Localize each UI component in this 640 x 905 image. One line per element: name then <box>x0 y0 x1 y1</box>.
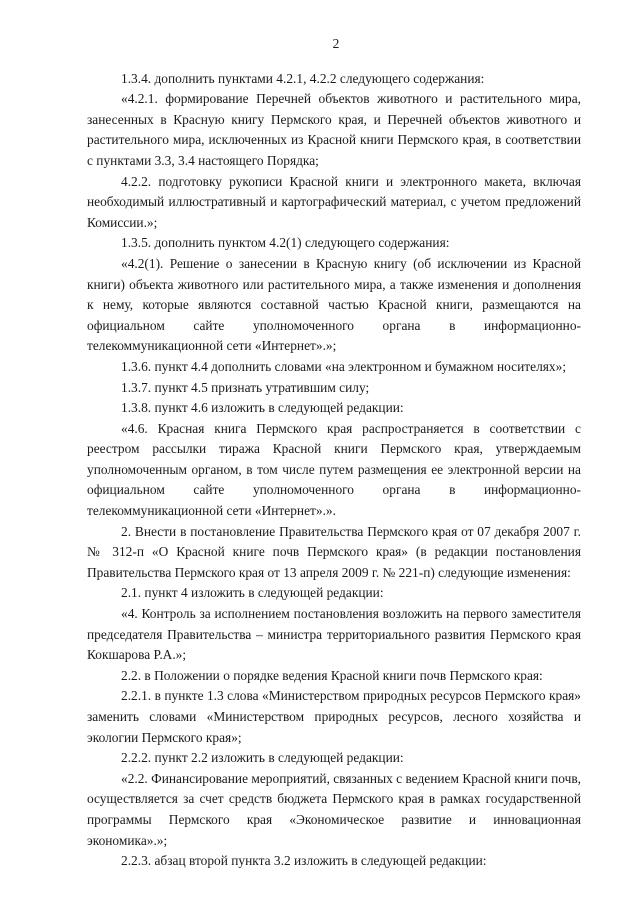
paragraph-4-6-quote: «4.6. Красная книга Пермского края распространяется в соответствии с реестром рассылки тиража Красной книги Пермского края, утверждаемым уполномоченным органом, в том числе путем размещения ее электронной версии на официальном сайте уполномоченного органа в информационно-телекоммуникационной сети «Интернет».». <box>87 420 581 519</box>
paragraph-2-2: 2.2. в Положении о порядке ведения Красной книги почв Пермского края: <box>121 667 543 683</box>
paragraph-2-2-1: 2.2.1. в пункте 1.3 слова «Министерством природных ресурсов Пермского края» заменить словами «Министерством природных ресурсов, лесного хозяйства и экологии Пермского края»; <box>87 688 581 745</box>
paragraph-4-2-2: 4.2.2. подготовку рукописи Красной книги и электронного макета, включая необходимый иллюстративный и картографический материал, с учетом предложений Комиссии.»; <box>87 173 581 230</box>
paragraph-1-3-8: 1.3.8. пункт 4.6 изложить в следующей редакции: <box>121 400 404 416</box>
paragraph-2-2-2: 2.2.2. пункт 2.2 изложить в следующей редакции: <box>121 750 404 766</box>
page-number: 2 <box>332 36 340 51</box>
paragraph-4-2-1-quote: «4.2(1). Решение о занесении в Красную книгу (об исключении из Красной книги) объекта животного или растительного мира, а также изменения и дополнения к нему, которые являются составной частью Красной книги, размещаются на официальном сайте уполномоченного органа в информационно-телекоммуникационной сети «Интернет».»; <box>87 255 581 354</box>
paragraph-1-3-6: 1.3.6. пункт 4.4 дополнить словами «на электронном и бумажном носителях»; <box>121 358 567 374</box>
paragraph-1-3-7: 1.3.7. пункт 4.5 признать утратившим силу; <box>121 379 370 395</box>
paragraph-4-quote: «4. Контроль за исполнением постановления возложить на первого заместителя председателя Правительства – министра территориального развития Пермского края Кокшарова Р.А.»; <box>87 606 581 663</box>
paragraph-2: 2. Внести в постановление Правительства Пермского края от 07 декабря 2007 г. № 312-п «О Красной книге почв Пермского края» (в редакции постановления Правительства Пермского края от 13 апреля 2009 г. № 221-п) следующие изменения: <box>87 523 581 580</box>
paragraph-1-3-5: 1.3.5. дополнить пунктом 4.2(1) следующего содержания: <box>121 235 450 251</box>
document-body <box>87 69 581 872</box>
paragraph-1-3-4: 1.3.4. дополнить пунктами 4.2.1, 4.2.2 следующего содержания: <box>121 70 485 86</box>
paragraph-2-2-quote: «2.2. Финансирование мероприятий, связанных с ведением Красной книги почв, осуществляется за счет средств бюджета Пермского края в рамках государственной программы Пермского края «Экономическое развитие и инновационная экономика».»; <box>87 770 581 848</box>
paragraph-4-2-1: «4.2.1. формирование Перечней объектов животного и растительного мира, занесенных в Красную книгу Пермского края, и Перечней объектов животного и растительного мира, исключенных из Красной книги Пермского края, в соответствии с пунктами 3.3, 3.4 настоящего Порядка; <box>87 91 581 168</box>
paragraph-2-2-3: 2.2.3. абзац второй пункта 3.2 изложить в следующей редакции: <box>121 853 487 869</box>
paragraph-2-1: 2.1. пункт 4 изложить в следующей редакции: <box>121 585 384 601</box>
